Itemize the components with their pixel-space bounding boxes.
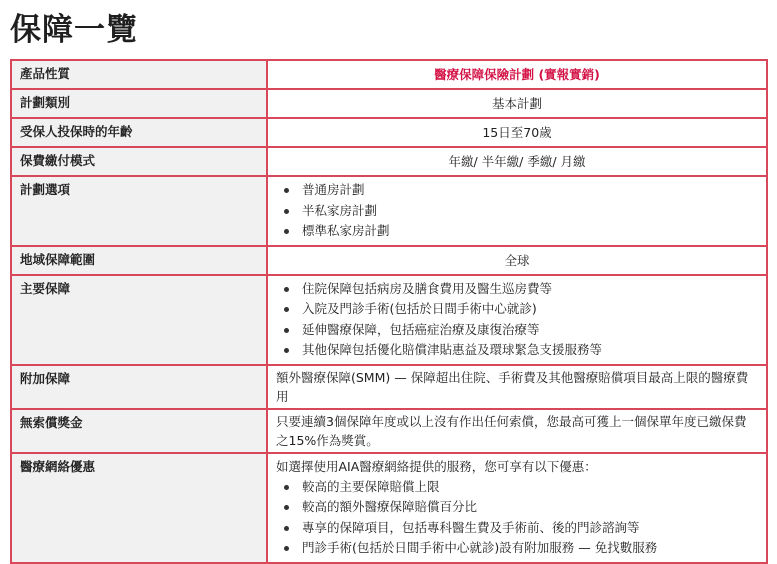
row-label: 受保人投保時的年齡 (11, 118, 267, 147)
table-row (11, 409, 767, 453)
list-item: 普通房計劃 (302, 180, 758, 201)
table-row (11, 453, 767, 563)
plan-options-cell (267, 176, 767, 246)
coverage-area-value: 全球 (267, 246, 767, 275)
row-label: 醫療網絡優惠 (11, 453, 267, 563)
row-label: 主要保障 (11, 275, 267, 365)
row-label: 產品性質 (11, 60, 267, 89)
row-label: 計劃選項 (11, 176, 267, 246)
product-nature-value: 醫療保障保險計劃 (實報實銷) (267, 60, 767, 89)
network-intro: 如選擇使用AIA醫療網絡提供的服務，您可享有以下優惠： (276, 458, 597, 474)
network-list (276, 477, 758, 559)
list-item: 其他保障包括優化賠償津貼惠益及環球緊急支援服務等 (302, 340, 758, 361)
row-label: 保費繳付模式 (11, 147, 267, 176)
list-item: 入院及門診手術(包括於日間手術中心就診) (302, 299, 758, 320)
row-label: 附加保障 (11, 365, 267, 409)
row-label: 計劃類別 (11, 89, 267, 118)
table-row (11, 118, 767, 147)
list-item: 標準私家房計劃 (302, 221, 758, 242)
list-item: 延伸醫療保障，包括癌症治療及康復治療等 (302, 320, 758, 341)
plan-options-list (276, 180, 758, 242)
list-item: 半私家房計劃 (302, 201, 758, 222)
table-row (11, 60, 767, 89)
row-label: 地域保障範圍 (11, 246, 267, 275)
list-item: 較高的額外醫療保障賠償百分比 (302, 497, 758, 518)
list-item: 門診手術(包括於日間手術中心就診)設有附加服務 — 免找數服務 (302, 538, 758, 559)
supplementary-value: 額外醫療保障(SMM) — 保障超出住院、手術費及其他醫療賠償項目最高上限的醫療費用 (267, 365, 767, 409)
list-item: 專享的保障項目，包括專科醫生費及手術前、後的門診諮詢等 (302, 518, 758, 539)
page-title: 保障一覽 (10, 12, 138, 48)
table-row (11, 147, 767, 176)
table-row (11, 89, 767, 118)
premium-mode-value: 年繳/ 半年繳/ 季繳/ 月繳 (267, 147, 767, 176)
plan-type-value: 基本計劃 (267, 89, 767, 118)
network-cell (267, 453, 767, 563)
list-item: 較高的主要保障賠償上限 (302, 477, 758, 498)
list-item: 住院保障包括病房及膳食費用及醫生巡房費等 (302, 279, 758, 300)
row-label: 無索償獎金 (11, 409, 267, 453)
table-row (11, 246, 767, 275)
no-claim-bonus-value: 只要連續3個保障年度或以上沒有作出任何索償，您最高可獲上一個保單年度已繳保費之15%作為獎賞。 (267, 409, 767, 453)
main-benefits-list (276, 279, 758, 361)
benefits-table (10, 59, 768, 564)
table-row (11, 176, 767, 246)
issue-age-value: 15日至70歲 (267, 118, 767, 147)
table-row (11, 275, 767, 365)
main-benefits-cell (267, 275, 767, 365)
table-row (11, 365, 767, 409)
